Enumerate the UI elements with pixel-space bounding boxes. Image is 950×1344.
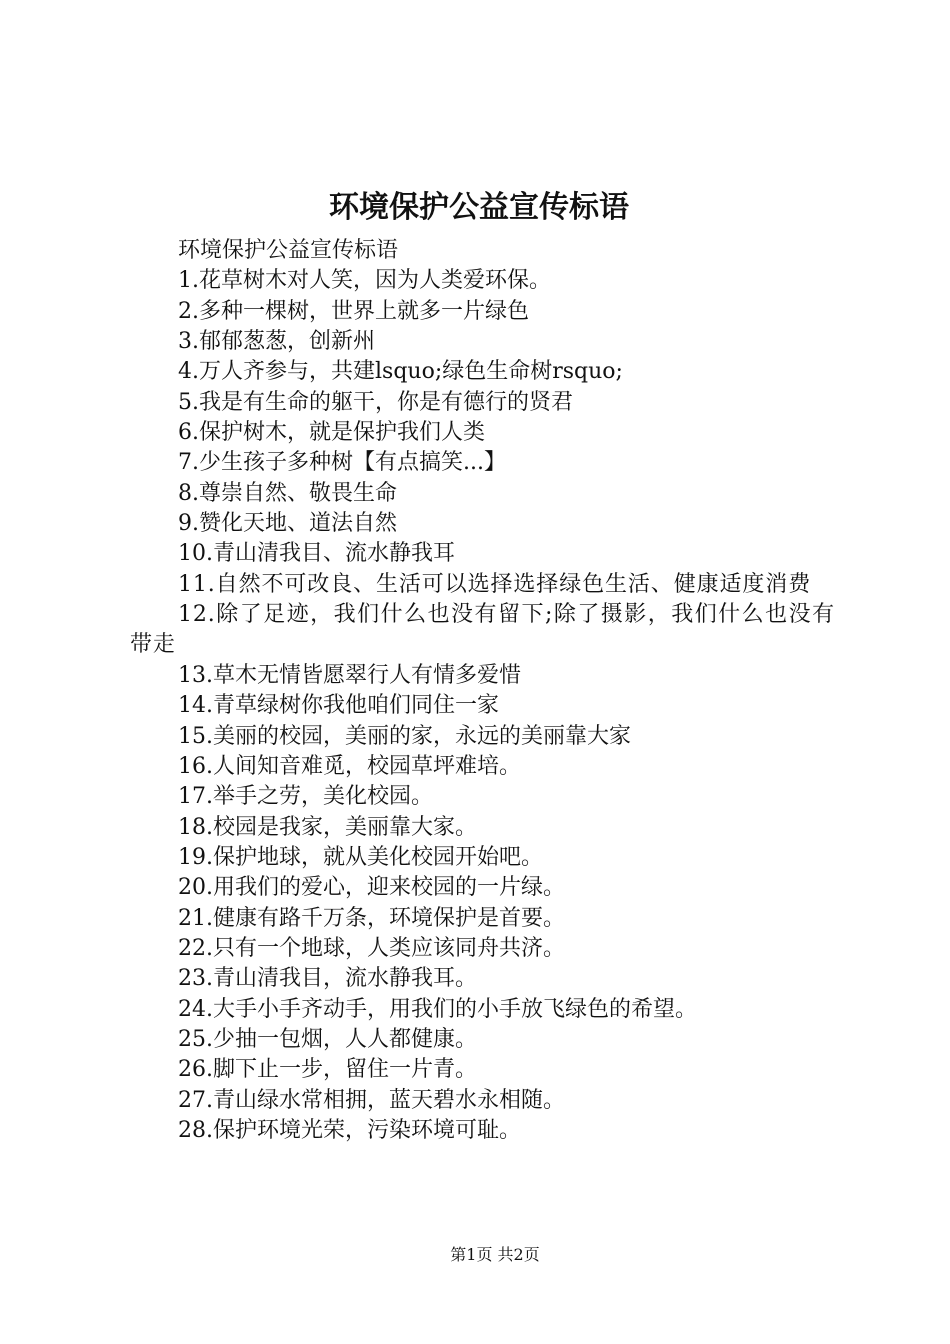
slogan-item-11: 11.自然不可改良、生活可以选择选择绿色生活、健康适度消费 — [178, 571, 812, 597]
slogan-item-19: 19.保护地球，就从美化校园开始吧。 — [178, 844, 543, 870]
slogan-item-27: 27.青山绿水常相拥，蓝天碧水永相随。 — [178, 1087, 565, 1113]
slogan-item-3: 3.郁郁葱葱，创新州 — [178, 329, 375, 355]
slogan-item-6: 6.保护树木，就是保护我们人类 — [178, 420, 485, 446]
slogan-item-25: 25.少抽一包烟，人人都健康。 — [178, 1026, 477, 1052]
slogan-item-16: 16.人间知音难觅，校园草坪难培。 — [178, 753, 521, 779]
slogan-item-17: 17.举手之劳，美化校园。 — [178, 784, 433, 810]
slogan-item-18: 18.校园是我家，美丽靠大家。 — [178, 814, 477, 840]
slogan-item-12: 12.除了足迹，我们什么也没有留下;除了摄影，我们什么也没有带走 — [130, 602, 835, 658]
slogan-item-15: 15.美丽的校园，美丽的家，永远的美丽靠大家 — [178, 723, 631, 749]
slogan-item-4: 4.万人齐参与，共建lsquo;绿色生命树rsquo; — [178, 359, 623, 385]
document-title: 环境保护公益宣传标语 — [329, 190, 629, 225]
slogan-item-22: 22.只有一个地球，人类应该同舟共济。 — [178, 935, 565, 961]
slogan-item-8: 8.尊崇自然、敬畏生命 — [178, 480, 397, 506]
slogan-item-10: 10.青山清我目、流水静我耳 — [178, 541, 455, 567]
slogan-item-1: 1.花草树木对人笑，因为人类爱环保。 — [178, 268, 551, 294]
slogan-item-21: 21.健康有路千万条，环境保护是首要。 — [178, 905, 565, 931]
slogan-item-7: 7.少生孩子多种树【有点搞笑...】 — [178, 450, 506, 476]
slogan-item-2: 2.多种一棵树，世界上就多一片绿色 — [178, 298, 529, 324]
slogan-item-5: 5.我是有生命的躯干，你是有德行的贤君 — [178, 389, 573, 415]
document-body — [130, 236, 835, 1146]
slogan-item-9: 9.赞化天地、道法自然 — [178, 511, 397, 537]
slogan-item-28: 28.保护环境光荣，污染环境可耻。 — [178, 1117, 521, 1143]
slogan-item-26: 26.脚下止一步，留住一片青。 — [178, 1057, 477, 1083]
slogan-item-13: 13.草木无情皆愿翠行人有情多爱惜 — [178, 662, 521, 688]
document-subtitle: 环境保护公益宣传标语 — [178, 238, 399, 263]
slogan-item-14: 14.青草绿树你我他咱们同住一家 — [178, 693, 499, 719]
slogan-item-20: 20.用我们的爱心，迎来校园的一片绿。 — [178, 875, 565, 901]
slogan-item-23: 23.青山清我目，流水静我耳。 — [178, 966, 477, 992]
page-footer: 第1页 共2页 — [450, 1245, 540, 1264]
slogan-item-24: 24.大手小手齐动手，用我们的小手放飞绿色的希望。 — [178, 996, 697, 1022]
